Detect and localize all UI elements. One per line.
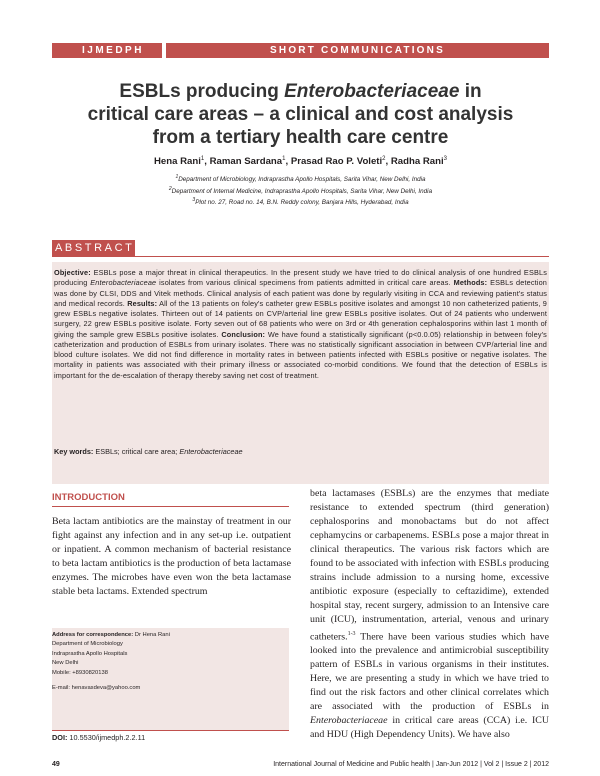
affiliations [52,173,549,208]
objective-label: Objective: [54,268,91,277]
intro-left-column: Beta lactam antibiotics are the mainstay of treatment in our fight against any infection and in any set-up i.e. outpatient or inpatient. A common mechanism of bacterial resistance to beta lactam antibiotics is the production of beta lactamase enzymes. The microbes have even won the beta lactamase stable beta lactams. Extended spectrum [52,516,291,597]
keywords-italic: Enterobacteriaceae [179,447,243,456]
title-part2: in [459,81,482,102]
correspondence-name: Dr Hena Rani [133,632,170,638]
affiliation [52,196,549,208]
author-name: Hena Rani [154,156,201,168]
objective-italic: Enterobacteriaceae [90,278,157,288]
author-sep: , [204,156,210,168]
section-tag: SHORT COMMUNICATIONS [166,43,549,58]
introduction-heading: INTRODUCTION [52,492,125,503]
author-sup: 1 [200,156,205,162]
intro-right-italic: Enterobacteriaceae [310,715,388,727]
intro-right-text1: beta lactamases (ESBLs) are the enzymes that mediate resistance to extended spectrum (third generation) cephalosporins and monobactams but do not affect cephamycins or carbapenems. ESBLs pose a major threat in clinical therapeutics. The various risk factors which are found to be associated with infection with ESBLs producing strains include admission to a nursing home, excessive antibiotic exposure (especially to ceftazidime), extended hospital stay, recent surgery, admission to an Intensive care unit (ICU), instrumentation, arterial, venous and urinary catheters. [310,488,549,643]
author-sep: , [385,156,391,168]
keywords-label: Key words: [54,447,94,456]
correspondence-text [52,631,289,693]
keywords-text: ESBLs; critical care area; [93,447,180,456]
affil-text: Plot no. 27, Road no. 14, B.N. Reddy colony, Banjara Hills, Hyderabad, India [195,199,409,207]
abstract-rule [52,256,549,257]
results-text: All of the 13 patients on foley's catheter grew ESBLs positive isolates and amongst 10 non catheterized patients, 9 grew ESBLs negative isolates. Thirteen out of 14 patients on CVP/arterial line grew ESBLs positive isolates. Out of 24 patients who underwent surgery, 22 grew ESBLs positive isolate. Forty seven out of 68 patients who were on 3rd or 4th generation cephalosporins within last 1 month of giving the sample grew ESBLs positive isolates. [54,298,547,339]
doi [52,733,145,742]
affil-sup: 1 [175,174,179,180]
correspondence-line: Department of Microbiology [52,641,123,648]
page-number: 49 [52,761,60,768]
methods-label: Methods: [453,278,488,288]
abstract-heading: ABSTRACT [52,240,135,257]
citation-sup: 1-3 [347,631,356,637]
affiliation [52,185,549,197]
keywords [54,447,547,457]
paper-title [52,80,549,149]
author-sup: 2 [382,156,386,162]
title-line3: from a tertiary health care centre [152,127,449,148]
intro-right-text3: in critical care areas (CCA) i.e. ICU and HDU (High Dependency Units). We have also [310,715,549,741]
doi-label: DOI: [52,733,68,742]
author-sup: 3 [443,156,447,162]
intro-right-column [310,487,549,742]
author-list [52,156,549,167]
objective-text: ESBLs pose a major threat in clinical therapeutics. In the present study we have tried to do clinical analysis of one hundred ESBLs producing [54,268,547,288]
conclusion-label: Conclusion: [221,329,266,339]
introduction-rule [52,506,289,507]
author-name: Prasad Rao P. Voleti [290,156,383,168]
affil-text: Department of Microbiology, Indraprastha Apollo Hospitals, Sarita Vihar, New Delhi, India [178,176,426,184]
results-label: Results: [127,298,158,308]
footer-text: International Journal of Medicine and Public health | Jan-Jun 2012 | Vol 2 | Issue 2 | 2012 [273,761,549,768]
title-line2: critical care areas – a clinical and cost analysis [87,104,514,125]
affil-sup: 3 [192,197,196,203]
affil-text: Department of Internal Medicine, Indraprastha Apollo Hospitals, Sarita Vihar, New Delhi, India [171,187,433,195]
header-band [52,43,549,58]
correspondence-email[interactable]: E-mail: henavasdeva@yahoo.com [52,685,141,692]
affil-sup: 2 [168,185,172,192]
conclusion-text: We have found a statistically significant (p<0.0.05) relationship in between foley's catheterization and production of ESBLs from urinary isolates. There was no statistically significant association in between CVP/arterial line and blood culture isolates. We did not find difference in mortality rates in between patients infected with ESBLs positive or negative isolates. The mortality in patients was associated with their primary illness or associated co-morbid conditions. We found that the detection of ESBLs is important for the de-escalation of therapy thereby saving net cost of treatment. [54,329,547,380]
author-sup: 1 [282,156,286,162]
correspondence-label: Address for correspondence: [52,632,134,638]
doi-rule [52,730,289,731]
author-name: Raman Sardana [209,156,283,168]
correspondence-line: Indraprastha Apollo Hospitals [52,650,128,657]
methods-text: ESBLs detection was done by CLSI, DDS and Vitek methods. Clinical analysis of each patient was done by regularly visiting in CCA and reviewing patient's status and medical records. [54,278,547,308]
title-part1: ESBLs producing [119,81,285,102]
journal-tag: IJMEDPH [52,43,162,58]
title-italic: Enterobacteriaceae [284,81,460,102]
correspondence-line: New Delhi [52,660,79,667]
doi-value[interactable]: 10.5530/ijmedph.2.2.11 [67,733,146,742]
author-name: Radha Rani [390,156,444,168]
affiliation [52,173,549,185]
author-sep: , [285,156,291,168]
abstract-body [54,268,547,381]
objective-text2: isolates from various clinical specimens from patients admitted in critical care areas. [156,278,454,288]
correspondence-line: Mobile: +8930820138 [52,669,108,676]
intro-right-text2: There have been various studies which have looked into the prevalence and antimicrobial susceptibility pattern of ESBLs in various organisms in their institutes. Here, we are presenting a study in which we have tried to find out the risk factors and other clinical correlates which are associated with the production of ESBLs in [310,631,549,713]
